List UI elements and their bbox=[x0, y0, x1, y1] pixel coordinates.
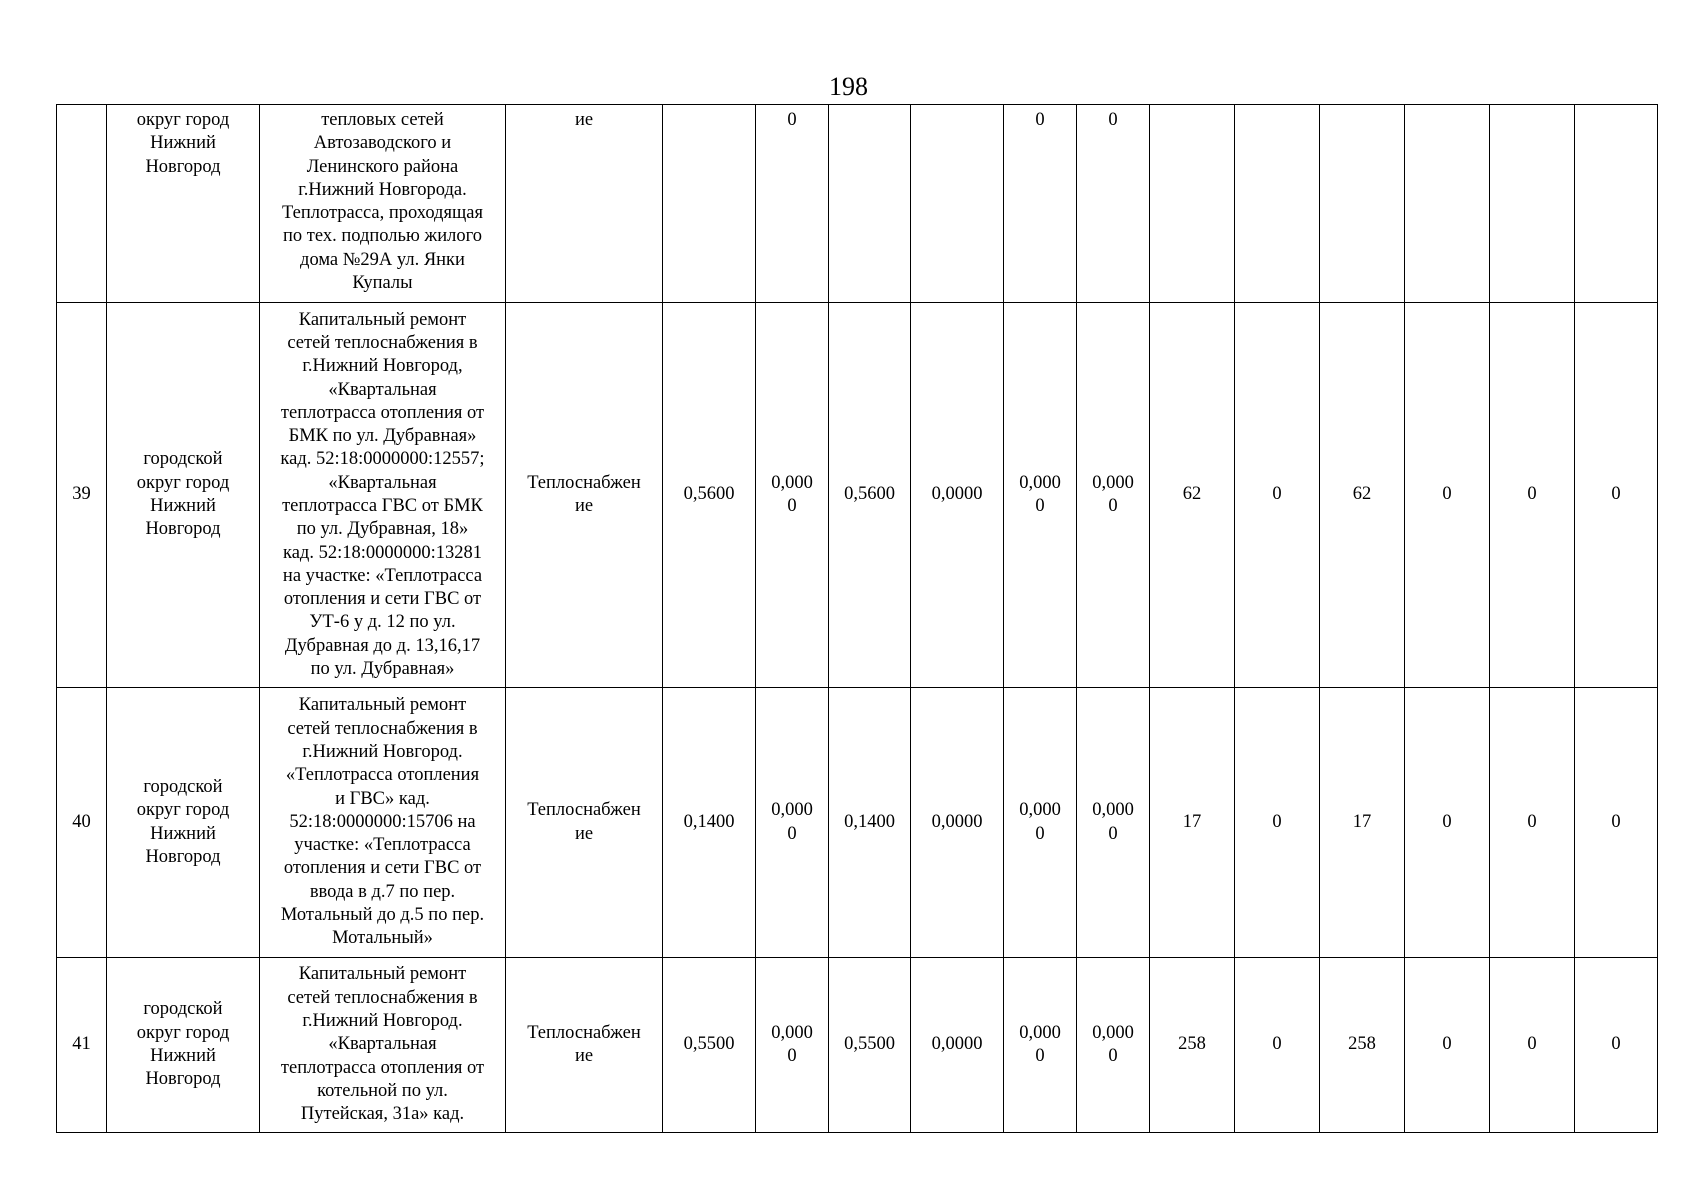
value-cell bbox=[1320, 105, 1405, 303]
municipality-cell: городской округ город Нижний Новгород bbox=[107, 688, 260, 958]
municipality-cell: округ город Нижний Новгород bbox=[107, 105, 260, 303]
value-cell: 0 bbox=[1004, 105, 1077, 303]
row-number-cell: 39 bbox=[57, 303, 107, 688]
value-cell: 0 bbox=[756, 105, 829, 303]
service-cell: Теплоснабжен ие bbox=[506, 958, 663, 1133]
row-number-cell: 40 bbox=[57, 688, 107, 958]
value-cell: 0 bbox=[1490, 303, 1575, 688]
value-cell: 0,0000 bbox=[911, 688, 1004, 958]
municipality-cell: городской округ город Нижний Новгород bbox=[107, 303, 260, 688]
value-cell: 0,000 0 bbox=[756, 688, 829, 958]
value-cell: 0,000 0 bbox=[1004, 958, 1077, 1133]
value-cell: 0 bbox=[1405, 958, 1490, 1133]
value-cell: 0,5500 bbox=[829, 958, 911, 1133]
municipality-cell: городской округ город Нижний Новгород bbox=[107, 958, 260, 1133]
value-cell: 0,5600 bbox=[829, 303, 911, 688]
value-cell: 0,000 0 bbox=[756, 958, 829, 1133]
value-cell: 0,1400 bbox=[829, 688, 911, 958]
value-cell: 17 bbox=[1150, 688, 1235, 958]
row-number-cell bbox=[57, 105, 107, 303]
value-cell bbox=[1405, 105, 1490, 303]
table-row bbox=[57, 303, 1658, 688]
value-cell bbox=[1490, 105, 1575, 303]
page-number: 198 bbox=[829, 72, 868, 101]
table-row bbox=[57, 958, 1658, 1133]
value-cell: 17 bbox=[1320, 688, 1405, 958]
value-cell bbox=[1150, 105, 1235, 303]
value-cell: 0 bbox=[1405, 688, 1490, 958]
description-cell: Капитальный ремонт сетей теплоснабжения в г.Нижний Новгород. «Квартальная теплотрасса отопления от котельной по ул. Путейская, 31а» кад. bbox=[260, 958, 506, 1133]
value-cell bbox=[1575, 105, 1658, 303]
value-cell: 0,000 0 bbox=[1077, 303, 1150, 688]
value-cell: 0,5500 bbox=[663, 958, 756, 1133]
description-cell: Капитальный ремонт сетей теплоснабжения в г.Нижний Новгород. «Теплотрасса отопления и ГВС» кад. 52:18:0000000:15706 на участке: «Теплотрасса отопления и сети ГВС от ввода в д.7 по пер. Мотальный до д.5 по пер. Мотальный» bbox=[260, 688, 506, 958]
value-cell: 0,000 0 bbox=[1004, 303, 1077, 688]
service-cell: Теплоснабжен ие bbox=[506, 688, 663, 958]
value-cell: 0 bbox=[1575, 958, 1658, 1133]
table-row bbox=[57, 105, 1658, 303]
service-cell: Теплоснабжен ие bbox=[506, 303, 663, 688]
value-cell: 258 bbox=[1320, 958, 1405, 1133]
value-cell: 0,5600 bbox=[663, 303, 756, 688]
value-cell: 258 bbox=[1150, 958, 1235, 1133]
value-cell: 0 bbox=[1490, 958, 1575, 1133]
value-cell: 0 bbox=[1490, 688, 1575, 958]
value-cell bbox=[829, 105, 911, 303]
value-cell: 0,1400 bbox=[663, 688, 756, 958]
value-cell: 62 bbox=[1150, 303, 1235, 688]
value-cell: 0,0000 bbox=[911, 303, 1004, 688]
table-row bbox=[57, 688, 1658, 958]
value-cell: 0 bbox=[1077, 105, 1150, 303]
description-cell: тепловых сетей Автозаводского и Ленинского района г.Нижний Новгорода. Теплотрасса, проходящая по тех. подполью жилого дома №29А ул. Янки Купалы bbox=[260, 105, 506, 303]
value-cell: 0,000 0 bbox=[1077, 958, 1150, 1133]
value-cell: 0 bbox=[1235, 688, 1320, 958]
description-cell: Капитальный ремонт сетей теплоснабжения в г.Нижний Новгород, «Квартальная теплотрасса отопления от БМК по ул. Дубравная» кад. 52:18:0000000:12557; «Квартальная теплотрасса ГВС от БМК по ул. Дубравная, 18» кад. 52:18:0000000:13281 на участке: «Теплотрасса отопления и сети ГВС от УТ-6 у д. 12 по ул. Дубравная до д. 13,16,17 по ул. Дубравная» bbox=[260, 303, 506, 688]
value-cell bbox=[911, 105, 1004, 303]
row-number-cell: 41 bbox=[57, 958, 107, 1133]
service-cell: ие bbox=[506, 105, 663, 303]
value-cell: 0 bbox=[1575, 688, 1658, 958]
value-cell: 0 bbox=[1235, 958, 1320, 1133]
value-cell: 0 bbox=[1405, 303, 1490, 688]
value-cell: 0 bbox=[1575, 303, 1658, 688]
value-cell: 0,000 0 bbox=[1004, 688, 1077, 958]
value-cell bbox=[1235, 105, 1320, 303]
value-cell: 0,0000 bbox=[911, 958, 1004, 1133]
data-table bbox=[56, 104, 1658, 1133]
value-cell: 0,000 0 bbox=[1077, 688, 1150, 958]
value-cell: 62 bbox=[1320, 303, 1405, 688]
value-cell bbox=[663, 105, 756, 303]
value-cell: 0,000 0 bbox=[756, 303, 829, 688]
value-cell: 0 bbox=[1235, 303, 1320, 688]
